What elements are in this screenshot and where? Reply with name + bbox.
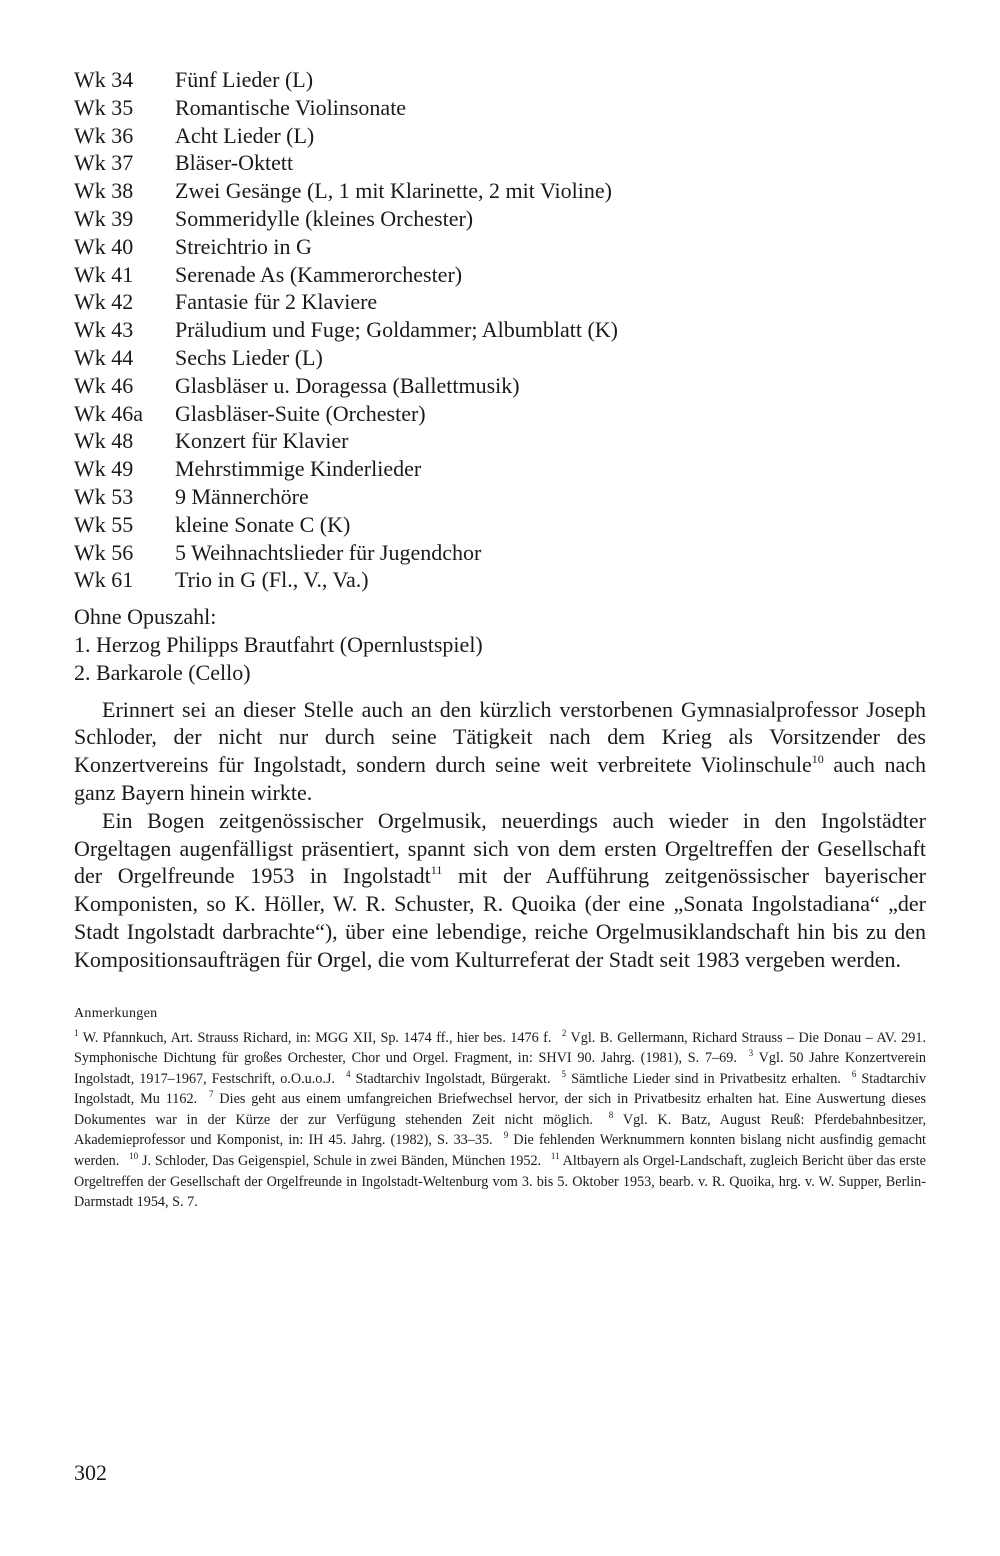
work-number: Wk 34 <box>74 67 134 92</box>
work-title: Romantische Violinsonate <box>175 94 407 120</box>
work-row <box>74 316 926 344</box>
work-row <box>74 233 926 261</box>
work-title: Fünf Lieder (L) <box>175 67 314 92</box>
footnote-text: Vgl. B. Gellermann, Richard Strauss – Die Donau – AV. 291. Symphonische Dichtung für großes Orchester, Chor und Orgel. Fragment, in: SHVI 90. Jahrg. (1981), S. 7–69. <box>74 1029 926 1067</box>
work-number: Wk 53 <box>74 483 134 509</box>
work-row <box>74 511 926 539</box>
footnote-text: W. Pfannkuch, Art. Strauss Richard, in: MGG XII, Sp. 1474 ff., hier bes. 1476 f. <box>82 1029 552 1046</box>
work-row <box>74 261 926 289</box>
work-number: Wk 35 <box>74 94 134 120</box>
page-content <box>74 66 926 1213</box>
footnote-text: Die fehlenden Werknummern konnten bislang nicht ausfindig gemacht werden. <box>74 1132 927 1170</box>
work-number: Wk 61 <box>74 567 134 593</box>
paragraph-schloder <box>74 696 926 807</box>
ohne-opuszahl-item: 1. Herzog Philipps Brautfahrt (Opernlustspiel) <box>74 631 483 657</box>
work-title: 9 Männerchöre <box>175 483 309 509</box>
work-row <box>74 94 926 122</box>
work-title: Serenade As (Kammerorchester) <box>175 261 463 287</box>
footnote-number: 7 <box>209 1089 214 1100</box>
work-title: Sechs Lieder (L) <box>175 344 323 370</box>
footnote-number: 1 <box>74 1027 79 1038</box>
work-title: Konzert für Klavier <box>175 428 349 454</box>
work-row <box>74 66 926 94</box>
work-row <box>74 455 926 483</box>
work-row <box>74 539 926 567</box>
works-list <box>74 66 926 594</box>
work-row <box>74 122 926 150</box>
work-title: Bläser-Oktett <box>175 150 294 176</box>
work-title: Sommeridylle (kleines Orchester) <box>175 205 474 231</box>
footnote-text: Stadtarchiv Ingolstadt, Bürgerakt. <box>355 1070 551 1087</box>
work-row <box>74 372 926 400</box>
notes-heading: Anmerkungen <box>74 1005 158 1021</box>
footnote-number: 2 <box>561 1027 567 1038</box>
footnote-text: Stadtarchiv Ingolstadt, Mu 1162. <box>74 1070 927 1108</box>
work-number: Wk 37 <box>74 150 134 176</box>
footnote-text: Sämtliche Lieder sind in Privatbesitz erhalten. <box>571 1070 841 1087</box>
work-title: Fantasie für 2 Klaviere <box>175 289 378 315</box>
work-title: Trio in G (Fl., V., Va.) <box>175 567 369 593</box>
work-number: Wk 42 <box>74 289 134 315</box>
work-title: Mehrstimmige Kinderlieder <box>175 456 422 482</box>
paragraph-orgelmusik <box>74 807 926 974</box>
footnote-ref: 11 <box>430 863 443 878</box>
work-row <box>74 427 926 455</box>
footnote <box>346 1068 551 1087</box>
work-row <box>74 177 926 205</box>
footnote-text: Altbayern als Orgel-Landschaft, zugleich Bericht über das erste Orgeltreffen der Gesellschaft der Orgelfreunde in Ingolstadt-Weltenburg vom 3. bis 5. Oktober 1953, bearb. v. R. Quoika, hrg. v. W. Supper, Berlin-Darmstadt 1954, S. 7. <box>74 1153 926 1211</box>
paragraph-text: Erinnert sei an dieser Stelle auch an den kürzlich verstorbenen Gymnasialprofessor Joseph Schloder, der nicht nur durch seine Tätigkeit nach dem Krieg als Vorsitzender des Konzertvereins für Ingolstadt, sondern durch seine weit verbreitete Violinschule <box>74 696 926 778</box>
work-row <box>74 149 926 177</box>
work-row <box>74 344 926 372</box>
ohne-opuszahl-item: 2. Barkarole (Cello) <box>74 659 251 685</box>
footnote-number: 9 <box>503 1130 509 1141</box>
footnotes <box>74 1028 926 1213</box>
paragraph-text: auch nach ganz Bayern hinein wirkte. <box>74 752 927 805</box>
work-title: kleine Sonate C (K) <box>175 511 351 537</box>
body-text <box>74 696 926 974</box>
footnote-number: 5 <box>561 1068 567 1079</box>
footnote <box>74 1027 552 1046</box>
work-number: Wk 56 <box>74 539 134 565</box>
footnote-number: 6 <box>851 1068 857 1079</box>
work-title: Streichtrio in G <box>175 233 312 259</box>
footnote <box>561 1068 841 1087</box>
work-title: Glasbläser-Suite (Orchester) <box>175 400 426 426</box>
footnote-number: 3 <box>748 1048 754 1059</box>
footnote-number: 4 <box>346 1068 351 1079</box>
work-number: Wk 40 <box>74 233 134 259</box>
work-title: Präludium und Fuge; Goldammer; Albumblatt (K) <box>175 317 619 343</box>
work-number: Wk 55 <box>74 511 134 537</box>
work-number: Wk 44 <box>74 344 134 370</box>
footnote-number: 8 <box>608 1109 614 1120</box>
work-title: Glasbläser u. Doragessa (Ballettmusik) <box>175 372 520 398</box>
footnote <box>129 1153 541 1169</box>
work-number: Wk 46 <box>74 372 134 398</box>
work-number: Wk 46a <box>74 400 144 426</box>
footnote-ref: 10 <box>811 752 824 767</box>
footnote-text: J. Schloder, Das Geigenspiel, Schule in zwei Bänden, München 1952. <box>141 1153 542 1170</box>
work-row <box>74 566 926 594</box>
paragraph-text: Ein Bogen zeitgenössischer Orgelmusik, neuerdings auch wieder in den Ingolstädter Orgeltagen augenfälligst präsentiert, spannt sich von dem ersten Orgeltreffen der Gesellschaft der Orgelfreunde 1953 in Ingolstadt <box>74 807 926 889</box>
work-row <box>74 400 926 428</box>
work-number: Wk 38 <box>74 178 134 204</box>
footnote-number: 10 <box>129 1151 139 1162</box>
footnote-number: 11 <box>550 1151 560 1162</box>
work-title: Acht Lieder (L) <box>175 122 315 148</box>
work-number: Wk 48 <box>74 428 134 454</box>
ohne-opuszahl-heading: Ohne Opuszahl: <box>74 604 217 630</box>
work-number: Wk 36 <box>74 122 134 148</box>
work-title: 5 Weihnachtslieder für Jugendchor <box>175 539 482 565</box>
work-number: Wk 49 <box>74 456 134 482</box>
page-number: 302 <box>74 1460 107 1485</box>
work-row <box>74 205 926 233</box>
work-row <box>74 288 926 316</box>
footnote-text: Vgl. 50 Jahre Konzertverein Ingolstadt, 1917–1967, Festschrift, o.O.u.o.J. <box>74 1050 927 1087</box>
work-title: Zwei Gesänge (L, 1 mit Klarinette, 2 mit Violine) <box>175 178 612 204</box>
footnote-text: Vgl. K. Batz, August Reuß: Pferdebahnbesitzer, Akademieprofessor und Komponist, in: IH 45. Jahrg. (1982), S. 33–35. <box>74 1111 927 1149</box>
work-row <box>74 483 926 511</box>
work-number: Wk 39 <box>74 205 134 231</box>
work-number: Wk 41 <box>74 261 134 287</box>
work-number: Wk 43 <box>74 317 134 343</box>
footnote-text: Dies geht aus einem umfangreichen Briefwechsel hervor, der sich in Privatbesitz erhalten hat. Eine Auswertung dieses Dokumentes war in der Kürze der zur Verfügung stehenden Zeit nicht möglich. <box>74 1091 927 1128</box>
paragraph-text: mit der Aufführung zeitgenössischer bayerischer Komponisten, so K. Höller, W. R. Schuster, R. Quoika (der eine „Sonata Ingolstadiana“ „der Stadt Ingolstadt darbrachte“), über eine lebendige, reiche Orgelmusiklandschaft hin bis zu den Kompositionsaufträgen für Orgel, die vom Kulturreferat der Stadt seit 1983 vergeben werden. <box>74 863 926 972</box>
